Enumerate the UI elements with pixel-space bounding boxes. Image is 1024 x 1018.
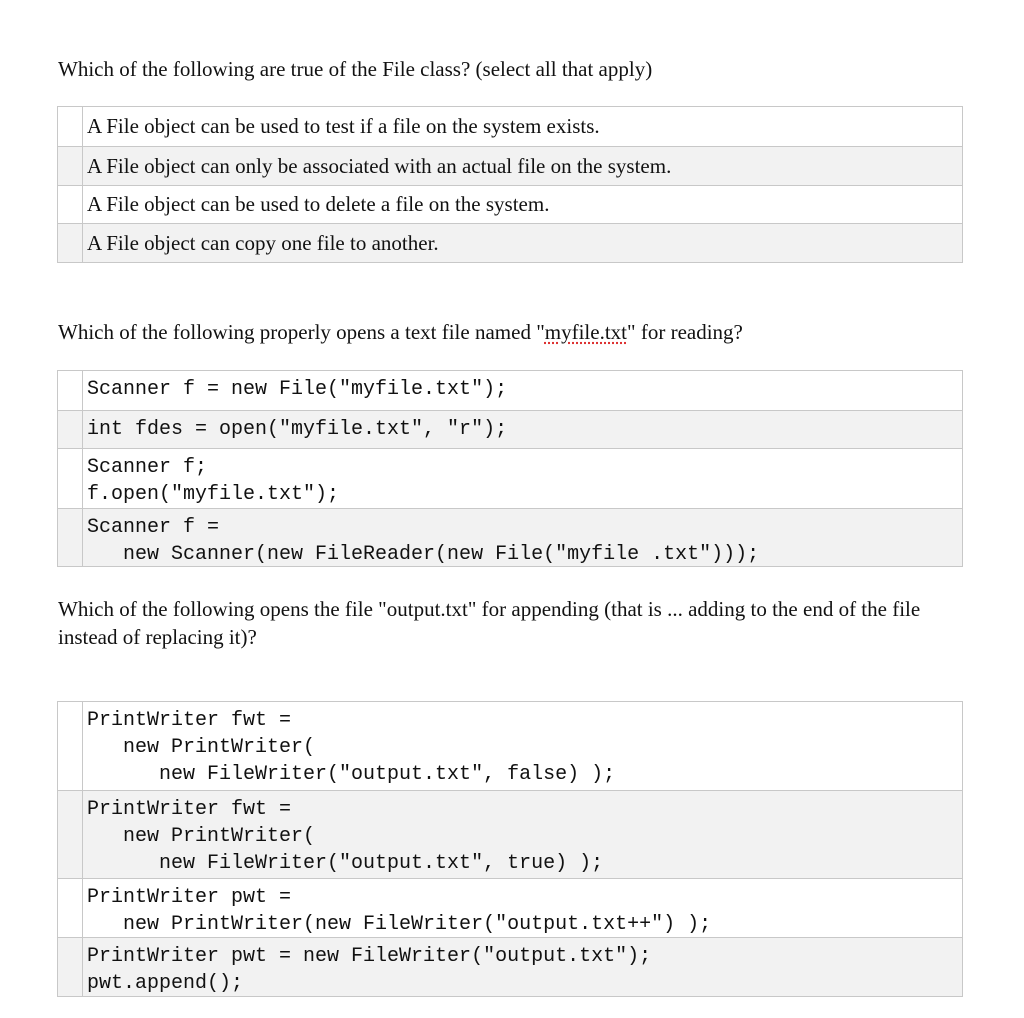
code-line: Scanner f =	[87, 516, 220, 539]
code-line: new FileWriter("output.txt", true) );	[87, 852, 604, 875]
answer-radio[interactable]	[58, 702, 83, 790]
answer-option[interactable]	[58, 937, 962, 996]
answer-radio[interactable]	[58, 411, 83, 448]
code-line: new FileWriter("output.txt", false) );	[87, 763, 616, 786]
answer-option[interactable]	[58, 185, 962, 223]
code-line: new PrintWriter(	[87, 825, 316, 848]
answer-code	[83, 702, 962, 790]
answer-text: A File object can only be associated with an actual file on the system.	[87, 153, 672, 178]
code-line: Scanner f;	[87, 456, 208, 479]
answer-option[interactable]	[58, 223, 962, 262]
answer-code	[83, 371, 962, 410]
answer-option[interactable]	[58, 371, 962, 410]
answer-radio[interactable]	[58, 879, 83, 937]
answer-code	[83, 411, 962, 448]
question-1-options	[57, 106, 963, 263]
answer-checkbox[interactable]	[58, 224, 83, 262]
answer-checkbox[interactable]	[58, 147, 83, 185]
answer-option[interactable]	[58, 702, 962, 790]
question-3-options	[57, 701, 963, 997]
question-2-prompt	[58, 318, 958, 346]
code-line: Scanner f = new File("myfile.txt");	[87, 378, 508, 401]
code-line: f.open("myfile.txt");	[87, 483, 340, 506]
prompt-text: " for reading?	[627, 320, 743, 344]
answer-option[interactable]	[58, 410, 962, 448]
answer-option[interactable]	[58, 508, 962, 566]
code-line: new PrintWriter(new FileWriter("output.txt++") );	[87, 913, 712, 936]
code-line: int fdes = open("myfile.txt", "r");	[87, 418, 508, 441]
answer-text: A File object can be used to test if a file on the system exists.	[87, 114, 600, 138]
answer-radio[interactable]	[58, 449, 83, 508]
answer-code	[83, 449, 962, 508]
code-line: PrintWriter fwt =	[87, 798, 292, 821]
answer-text: A File object can copy one file to another.	[87, 230, 439, 255]
answer-text: A File object can be used to delete a file on the system.	[87, 192, 550, 216]
answer-option[interactable]	[58, 878, 962, 937]
answer-option[interactable]	[58, 448, 962, 508]
answer-code	[83, 509, 962, 566]
answer-radio[interactable]	[58, 371, 83, 410]
answer-code	[83, 938, 962, 996]
answer-option[interactable]	[58, 790, 962, 878]
code-line: PrintWriter pwt =	[87, 886, 292, 909]
question-1-prompt: Which of the following are true of the File class? (select all that apply)	[58, 57, 653, 81]
answer-code	[83, 879, 962, 937]
question-3-prompt: Which of the following opens the file "output.txt" for appending (that is ... adding to the end of the file instead of replacing it)?	[58, 597, 921, 649]
answer-option[interactable]	[58, 146, 962, 185]
answer-radio[interactable]	[58, 791, 83, 878]
code-line: PrintWriter fwt =	[87, 709, 292, 732]
question-2-options	[57, 370, 963, 567]
code-line: new Scanner(new FileReader(new File("myfile .txt")));	[87, 543, 760, 566]
answer-radio[interactable]	[58, 938, 83, 996]
answer-checkbox[interactable]	[58, 186, 83, 223]
code-line: PrintWriter pwt = new FileWriter("output.txt");	[87, 945, 652, 968]
code-line: pwt.append();	[87, 972, 244, 995]
answer-radio[interactable]	[58, 509, 83, 566]
spell-flagged-word: myfile.txt	[544, 320, 628, 344]
answer-checkbox[interactable]	[58, 107, 83, 146]
answer-option[interactable]	[58, 107, 962, 146]
code-line: new PrintWriter(	[87, 736, 316, 759]
prompt-text: Which of the following properly opens a text file named "	[58, 320, 545, 344]
answer-code	[83, 791, 962, 878]
